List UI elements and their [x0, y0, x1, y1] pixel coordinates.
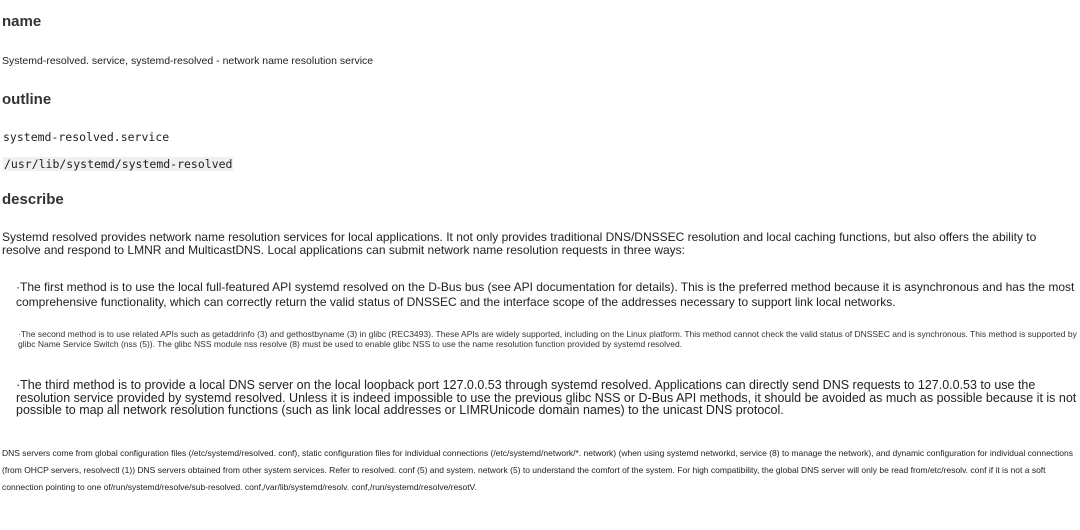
section-heading-name: name [2, 13, 42, 30]
describe-intro: Systemd resolved provides network name resolution services for local applications. It not only provides traditional DNS/DNSSEC resolution and local caching functions, but also offers the ability to resolve and respond to LMNR and MulticastDNS. Local applications can submit network name resolution requests in three ways: [2, 230, 1037, 257]
method-2-paragraph: ·The second method is to use related APIs such as getaddrinfo (3) and gethostbyname (3) in glibc (REC3493). These APIs are widely supported, including on the Linux platform. This method cannot check the valid status of DNSSEC and is synchronous. This method is supported by glibc Name Service Switch (nss (5)). The glibc NSS module nss resolve (8) must be used to enable glibc NSS to use the name resolution function provided by systemd resolved. [18, 329, 1077, 349]
section-heading-describe: describe [2, 191, 64, 208]
method-3-paragraph: ·The third method is to provide a local DNS server on the local loopback port 127.0.0.53 through systemd resolved. Applications can directly send DNS requests to 127.0.0.53 to use the resolution service provided by systemd resolved. Unless it is indeed impossible to use the previous glibc NSS or D-Bus API methods, it should be avoided as much as possible because it is not possible to map all network resolution functions (such as link local addresses or LIMRUnicode domain names) to the unicast DNS protocol. [16, 378, 1077, 417]
name-description: Systemd-resolved. service, systemd-resolved - network name resolution service [2, 55, 374, 67]
outline-service-path: systemd-resolved.service [3, 130, 170, 144]
section-heading-outline: outline [2, 91, 52, 108]
dns-servers-paragraph: DNS servers come from global configuration files (/etc/systemd/resolved. conf), static configuration files for individual connections (/etc/systemd/network/*. network) (when using systemd networkd, service (8) to manage the network), and dynamic configuration for individual connections (from OHCP servers, resolvectl (1)) DNS servers obtained from other system services. Refer to resolved. conf (5) and system. network (5) to understand the comfort of the system. For high compatibility, the global DNS server will only be read from/etc/resolv. conf if it is not a soft connection pointing to one of/run/systemd/resolve/sub-resolved. conf,/var/lib/systemd/resolv. conf,/run/systemd/resolve/resotV. [2, 448, 1074, 492]
outline-binary-path: /usr/lib/systemd/systemd-resolved [4, 157, 233, 171]
method-1-paragraph: ·The first method is to use the local full-featured API systemd resolved on the D-Bus bus (see API documentation for details). This is the preferred method because it is asynchronous and has the most comprehensive functionality, which can correctly return the valid status of DNSSEC and the interface scope of the addresses necessary to support link local networks. [16, 280, 1075, 309]
